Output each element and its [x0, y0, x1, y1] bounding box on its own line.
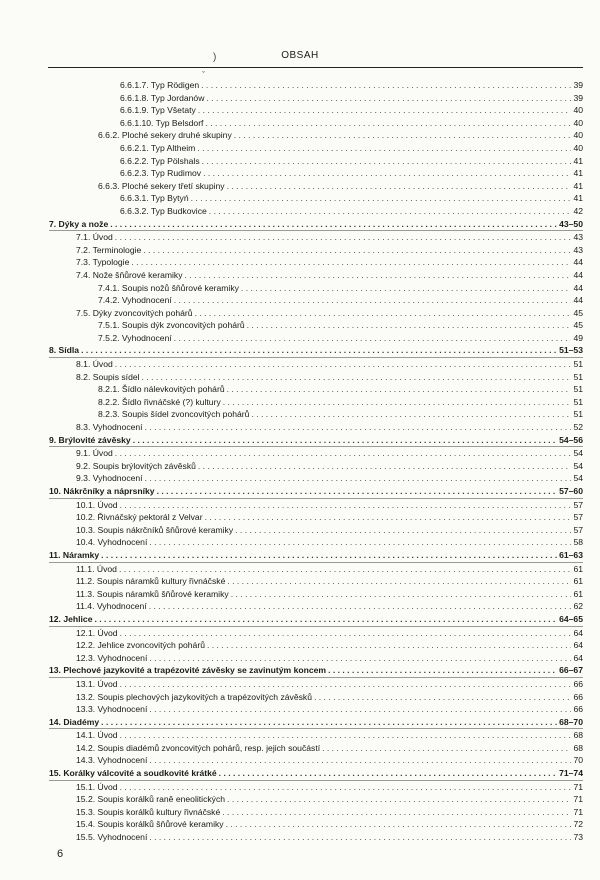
toc-chapter-row: [49, 344, 583, 358]
toc-leader-dots: [234, 129, 572, 142]
toc-entry-label: 11.2. Soupis náramků kultury řivnáčské: [76, 576, 226, 587]
toc-entry-page: 57: [573, 512, 583, 523]
toc-entry-page: 49: [573, 332, 583, 343]
toc-entry-page: 44: [573, 282, 583, 293]
toc-entry-row: [49, 421, 583, 434]
toc-leader-dots: [201, 79, 571, 92]
toc-entry-row: [49, 142, 583, 155]
toc-entry-page: 64–65: [559, 613, 583, 624]
toc-leader-dots: [226, 818, 572, 831]
toc-entry-page: 54: [573, 473, 583, 484]
toc-entry-row: [49, 383, 583, 396]
toc-entry-label: 10. Nákrčníky a náprsníky: [49, 486, 155, 496]
toc-leader-dots: [195, 307, 572, 320]
toc-leader-dots: [322, 742, 571, 755]
toc-entry-row: [49, 806, 583, 819]
toc-entry-row: [49, 396, 583, 409]
toc-leader-dots: [145, 421, 572, 434]
toc-entry-label: 11.1. Úvod: [76, 563, 117, 574]
toc-leader-dots: [149, 600, 572, 613]
toc-leader-dots: [227, 575, 571, 588]
toc-entry-row: [49, 408, 583, 421]
toc-leader-dots: [157, 485, 558, 498]
toc-leader-dots: [149, 831, 571, 844]
toc-entry-page: 66: [573, 704, 583, 715]
toc-entry-page: 44: [573, 269, 583, 280]
toc-leader-dots: [149, 652, 571, 665]
toc-entry-row: [49, 639, 583, 652]
toc-entry-page: 45: [573, 320, 583, 331]
toc-entry-label: 10.4. Vyhodnocení: [76, 537, 148, 548]
toc-entry-page: 43–50: [559, 218, 583, 229]
toc-leader-dots: [222, 806, 571, 819]
toc-entry-label: 7.4. Nože šňůrové keramiky: [76, 269, 183, 280]
toc-entry-page: 58: [573, 537, 583, 548]
toc-entry-page: 61–63: [559, 549, 583, 560]
toc-leader-dots: [149, 754, 571, 767]
toc-entry-label: 7.3. Typologie: [76, 257, 130, 268]
toc-leader-dots: [314, 691, 571, 704]
toc-entry-page: 68: [573, 742, 583, 753]
toc-entry-label: 15.5. Vyhodnocení: [76, 832, 148, 843]
toc-entry-row: [49, 524, 583, 537]
toc-entry-page: 66–67: [559, 665, 583, 676]
toc-entry-row: [49, 703, 583, 716]
toc-entry-page: 70: [573, 755, 583, 766]
toc-entry-row: [49, 294, 583, 307]
toc-entry-page: 41: [573, 180, 583, 191]
toc-leader-dots: [191, 192, 572, 205]
toc-entry-row: [49, 499, 583, 512]
toc-leader-dots: [101, 549, 557, 562]
toc-entry-page: 54: [573, 460, 583, 471]
toc-entry-row: [49, 117, 583, 130]
toc-leader-dots: [133, 434, 557, 447]
toc-leader-dots: [203, 167, 571, 180]
toc-entry-label: 7.4.1. Soupis nožů šňůrové keramiky: [98, 282, 239, 293]
toc-leader-dots: [209, 205, 572, 218]
toc-entry-label: 8.3. Vyhodnocení: [76, 422, 143, 433]
toc-entry-row: [49, 563, 583, 576]
toc-entry-page: 61: [573, 588, 583, 599]
toc-leader-dots: [227, 180, 572, 193]
toc-entry-page: 54–56: [559, 434, 583, 445]
header-rule: [48, 67, 583, 68]
toc-chapter-row: [49, 716, 583, 730]
toc-entry-label: 11.4. Vyhodnocení: [76, 601, 147, 612]
toc-entry-label: 6.6.2.3. Typ Rudimov: [120, 168, 202, 179]
toc-entry-page: 40: [573, 130, 583, 141]
toc-entry-row: [49, 691, 583, 704]
toc-entry-page: 57: [573, 499, 583, 510]
toc-leader-dots: [174, 332, 572, 345]
toc-entry-row: [49, 269, 583, 282]
toc-entry-label: 10.1. Úvod: [76, 499, 118, 510]
toc-entry-page: 43: [573, 244, 583, 255]
toc-chapter-row: [49, 485, 583, 499]
toc-entry-label: 13. Plechové jazykovité a trapézovité závěsky se zavinutým koncem: [49, 665, 327, 676]
toc-entry-row: [49, 332, 583, 345]
toc-entry-page: 40: [573, 142, 583, 153]
toc-entry-page: 61: [573, 563, 583, 574]
toc-entry-label: 7.5.1. Soupis dýk zvoncovitých pohárů: [98, 320, 245, 331]
toc-entry-row: [49, 180, 583, 193]
toc-chapter-row: [49, 664, 583, 678]
toc-entry-row: [49, 307, 583, 320]
toc-entry-label: 8.1. Úvod: [76, 359, 113, 370]
toc-entry-label: 12.3. Vyhodnocení: [76, 652, 148, 663]
toc-leader-dots: [231, 588, 572, 601]
toc-entry-row: [49, 244, 583, 257]
toc-entry-label: 12.1. Úvod: [76, 627, 118, 638]
toc-leader-dots: [143, 244, 571, 257]
scribble-mark-icon: ): [213, 52, 217, 63]
toc-entry-row: [49, 129, 583, 142]
toc-entry-label: 9.2. Soupis brýlovitých závěsků: [76, 460, 196, 471]
toc-leader-dots: [120, 781, 572, 794]
toc-entry-page: 41: [573, 155, 583, 166]
toc-entry-page: 39: [573, 80, 583, 90]
toc-leader-dots: [223, 396, 572, 409]
toc-entry-label: 6.6.1.7. Typ Rödigen: [120, 80, 200, 90]
toc-leader-dots: [202, 155, 572, 168]
toc-entry-page: 57: [573, 524, 583, 535]
toc-entry-label: 8.2.2. Šídlo řivnáčské (?) kultury: [98, 396, 221, 407]
toc-entry-row: [49, 678, 583, 691]
toc-leader-dots: [120, 678, 572, 691]
toc-entry-page: 51: [573, 409, 583, 420]
toc-entry-row: [49, 575, 583, 588]
toc-entry-page: 51: [573, 384, 583, 395]
toc-leader-dots: [145, 472, 572, 485]
toc-entry-label: 15.3. Soupis korálků kultury řivnáčské: [76, 806, 221, 817]
toc-entry-row: [49, 588, 583, 601]
toc-entry-page: 72: [573, 819, 583, 830]
toc-entry-label: 8.2. Soupis sídel: [76, 371, 140, 382]
toc-entry-page: 57–60: [559, 486, 583, 496]
toc-entry-label: 6.6.3.2. Typ Budkovice: [120, 205, 207, 216]
toc-entry-label: 14.3. Vyhodnocení: [76, 755, 148, 766]
toc-entry-label: 11. Náramky: [49, 549, 100, 560]
toc-entry-label: 6.6.2.2. Typ Pölshals: [120, 155, 200, 166]
toc-entry-row: [49, 371, 583, 384]
toc-entry-row: [49, 460, 583, 473]
toc-entry-page: 44: [573, 257, 583, 268]
toc-entry-row: [49, 652, 583, 665]
toc-entry-label: 6.6.3. Ploché sekery třetí skupiny: [98, 180, 225, 191]
toc-entry-page: 51–53: [559, 345, 583, 356]
toc-leader-dots: [115, 231, 572, 244]
toc-entry-row: [49, 781, 583, 794]
toc-leader-dots: [227, 793, 571, 806]
toc-leader-dots: [142, 371, 572, 384]
toc-leader-dots: [206, 92, 571, 105]
toc-entry-row: [49, 92, 583, 105]
toc-entry-row: [49, 104, 583, 117]
toc-entry-label: 13.1. Úvod: [76, 678, 118, 689]
toc-entry-label: 14.2. Soupis diadémů zvoncovitých pohárů, resp. jejich součástí: [76, 742, 321, 753]
toc-entry-page: 64: [573, 640, 583, 651]
toc-entry-page: 41: [573, 168, 583, 179]
toc-leader-dots: [119, 563, 572, 576]
toc-entry-row: [49, 627, 583, 640]
toc-entry-label: 10.2. Řivnáčský pektorál z Velvar: [76, 512, 203, 523]
toc-entry-page: 73: [573, 832, 583, 843]
toc-leader-dots: [247, 319, 572, 332]
toc-entry-page: 64: [573, 652, 583, 663]
toc-entry-page: 66: [573, 691, 583, 702]
toc-entry-label: 7.2. Terminologie: [76, 244, 142, 255]
toc-entry-label: 15.4. Soupis korálků šňůrové keramiky: [76, 819, 224, 830]
toc-leader-dots: [205, 117, 571, 130]
toc-leader-dots: [227, 383, 572, 396]
toc-entry-page: 45: [573, 307, 583, 318]
toc-entry-page: 51: [573, 359, 583, 370]
scribble-mark-icon: ˇ: [202, 70, 205, 80]
toc-leader-dots: [131, 256, 571, 269]
toc-entry-label: 8.2.1. Šídlo nálevkovitých pohárů: [98, 384, 225, 395]
toc-entry-label: 15.1. Úvod: [76, 781, 118, 792]
toc-entry-label: 6.6.1.10. Typ Belsdorf: [120, 117, 204, 128]
toc-entry-label: 9. Brýlovité závěsky: [49, 434, 131, 445]
toc-entry-label: 15.2. Soupis korálků raně eneolitických: [76, 794, 226, 805]
toc-entry-page: 44: [573, 295, 583, 306]
toc-entry-label: 7.1. Úvod: [76, 232, 113, 243]
toc-entry-label: 10.3. Soupis nákrčníků šňůrové keramiky: [76, 524, 234, 535]
toc-entry-page: 43: [573, 232, 583, 243]
toc-entry-label: 8.2.3. Soupis šídel zvoncovitých pohárů: [98, 409, 250, 420]
toc-leader-dots: [197, 142, 571, 155]
toc-entry-label: 6.6.1.8. Typ Jordanów: [120, 92, 205, 103]
toc-entry-label: 13.2. Soupis plechových jazykovitých a trapézovitých závěsků: [76, 691, 312, 702]
toc-entry-row: [49, 155, 583, 168]
toc-leader-dots: [120, 627, 572, 640]
toc-chapter-row: [49, 434, 583, 448]
toc-entry-row: [49, 742, 583, 755]
toc-entry-label: 9.3. Vyhodnocení: [76, 473, 143, 484]
toc-leader-dots: [120, 729, 572, 742]
toc-entry-row: [49, 511, 583, 524]
toc-entry-page: 39: [573, 92, 583, 103]
toc-entry-label: 7. Dýky a nože: [49, 218, 109, 229]
toc-entry-page: 66: [573, 678, 583, 689]
toc-entry-page: 71: [573, 806, 583, 817]
toc-entry-label: 12. Jehlice: [49, 613, 93, 624]
toc-entry-row: [49, 79, 583, 92]
toc-entry-row: [49, 818, 583, 831]
toc-entry-page: 64: [573, 627, 583, 638]
toc-entry-page: 42: [573, 205, 583, 216]
toc-entry-row: [49, 167, 583, 180]
toc-leader-dots: [94, 613, 557, 626]
toc-entry-page: 41: [573, 193, 583, 204]
toc-entry-label: 11.3. Soupis náramků šňůrové keramiky: [76, 588, 229, 599]
toc-entry-label: 14. Diadémy: [49, 716, 100, 727]
toc-entry-page: 71: [573, 794, 583, 805]
toc-entry-row: [49, 319, 583, 332]
toc-entry-label: 15. Korálky válcovité a soudkovité krátké: [49, 768, 217, 779]
toc-entry-row: [49, 754, 583, 767]
toc-entry-page: 68: [573, 730, 583, 741]
toc-leader-dots: [115, 447, 572, 460]
toc-entry-row: [49, 205, 583, 218]
toc-entry-label: 7.4.2. Vyhodnocení: [98, 295, 172, 306]
toc-entry-row: [49, 282, 583, 295]
toc-leader-dots: [149, 536, 571, 549]
toc-entry-page: 61: [573, 576, 583, 587]
toc-entry-label: 7.5.2. Vyhodnocení: [98, 332, 172, 343]
toc-leader-dots: [120, 499, 572, 512]
toc-leader-dots: [185, 269, 572, 282]
toc-entry-row: [49, 472, 583, 485]
toc-entry-row: [49, 600, 583, 613]
toc-entry-page: 40: [573, 105, 583, 116]
toc-leader-dots: [174, 294, 572, 307]
toc-chapter-row: [49, 767, 583, 781]
toc-entry-page: 62: [573, 601, 583, 612]
toc-entry-page: 51: [573, 396, 583, 407]
toc-entry-page: 52: [573, 422, 583, 433]
toc-entry-label: 12.2. Jehlice zvoncovitých pohárů: [76, 640, 205, 651]
toc-chapter-row: [49, 549, 583, 563]
toc-chapter-row: [49, 218, 583, 232]
toc-leader-dots: [198, 104, 572, 117]
toc-leader-dots: [219, 767, 557, 780]
toc-entry-row: [49, 231, 583, 244]
toc-entry-label: 6.6.1.9. Typ Všetaty: [120, 105, 196, 116]
toc-entry-label: 6.6.3.1. Typ Bytyń: [120, 193, 189, 204]
toc-entry-page: 71–74: [559, 768, 583, 779]
toc-entry-page: 68–70: [559, 716, 583, 727]
toc-entry-row: [49, 729, 583, 742]
toc-chapter-row: [49, 613, 583, 627]
toc-leader-dots: [149, 703, 571, 716]
toc-leader-dots: [241, 282, 572, 295]
toc-entry-label: 7.5. Dýky zvoncovitých pohárů: [76, 307, 193, 318]
toc-leader-dots: [101, 716, 557, 729]
toc-entry-row: [49, 358, 583, 371]
toc-entry-label: 8. Sídla: [49, 345, 80, 356]
toc-entry-row: [49, 831, 583, 844]
toc-entry-label: 6.6.2. Ploché sekery druhé skupiny: [98, 130, 232, 141]
toc-entry-label: 9.1. Úvod: [76, 448, 113, 459]
toc-entry-row: [49, 447, 583, 460]
toc-leader-dots: [205, 511, 572, 524]
toc-entry-row: [49, 536, 583, 549]
toc-entry-label: 6.6.2.1. Typ Altheim: [120, 142, 196, 153]
toc-leader-dots: [115, 358, 572, 371]
toc-leader-dots: [235, 524, 571, 537]
toc-leader-dots: [251, 408, 571, 421]
toc-entry-page: 54: [573, 448, 583, 459]
toc-entry-row: [49, 192, 583, 205]
toc-entry-row: [49, 256, 583, 269]
toc-leader-dots: [198, 460, 572, 473]
page-header-title: OBSAH: [281, 50, 319, 61]
toc-entry-label: 13.3. Vyhodnocení: [76, 704, 148, 715]
toc-leader-dots: [207, 639, 571, 652]
toc-leader-dots: [81, 344, 557, 357]
toc-entry-page: 51: [573, 371, 583, 382]
toc-entry-label: 14.1. Úvod: [76, 730, 118, 741]
toc-leader-dots: [110, 218, 557, 231]
table-of-contents: [49, 79, 583, 844]
page-number: 6: [57, 848, 64, 860]
toc-entry-page: 40: [573, 117, 583, 128]
toc-leader-dots: [328, 664, 557, 677]
toc-entry-row: [49, 793, 583, 806]
toc-entry-page: 71: [573, 781, 583, 792]
